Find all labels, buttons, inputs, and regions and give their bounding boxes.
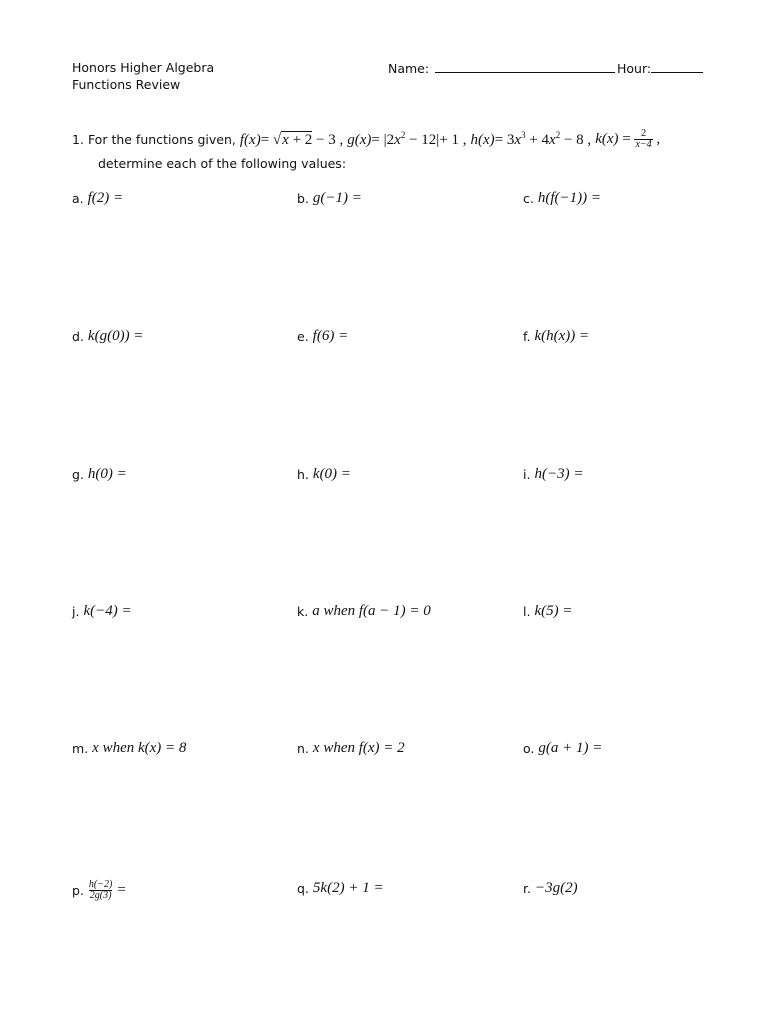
problem-item (523, 190, 601, 207)
problem-item (297, 190, 362, 207)
problem-item (72, 603, 132, 620)
problem-item (72, 880, 126, 901)
problem-expression: h(0) = (87, 466, 127, 482)
question-1-prompt (72, 129, 660, 150)
problem-label: m. (72, 741, 89, 756)
problem-label: q. (297, 881, 309, 896)
question-intro: For the functions given, (87, 132, 236, 147)
h-definition: $h(x)= 3x^3 + 4x^2 - 8$ , (470, 130, 592, 148)
problem-item (297, 603, 431, 620)
problem-label: f. (523, 329, 531, 344)
problem-label: l. (523, 604, 531, 619)
problem-expression: x when k(x) = 8 (92, 740, 187, 756)
problem-label: i. (523, 467, 531, 482)
f-definition: f(x)= √x + 2 − 3 , (239, 131, 344, 148)
problem-label: r. (523, 881, 531, 896)
name-blank[interactable] (435, 60, 615, 73)
problem-item (72, 190, 123, 207)
problem-expression: h(f(−1)) = (537, 190, 602, 206)
problem-expression: k(g(0)) = (87, 328, 144, 344)
problem-label: b. (297, 191, 309, 206)
problem-expression: k(5) = (534, 603, 573, 619)
problem-label: c. (523, 191, 534, 206)
problem-expression: k(−4) = (83, 603, 132, 619)
problem-label: h. (297, 467, 309, 482)
problem-label: n. (297, 741, 309, 756)
fraction-numerator: h(−2) (88, 879, 113, 890)
problem-expression: f(6) = (312, 328, 349, 344)
problem-label: k. (297, 604, 309, 619)
hour-label: Hour: (617, 61, 652, 76)
problem-expression: 5k(2) + 1 = (312, 880, 384, 896)
problem-item (523, 603, 572, 620)
problem-expression: k(0) = (312, 466, 351, 482)
hour-blank[interactable] (651, 60, 703, 73)
problem-item (72, 466, 127, 483)
problem-label: o. (523, 741, 535, 756)
worksheet-subtitle: Functions Review (72, 77, 181, 92)
problem-item (72, 740, 186, 757)
problem-item (297, 740, 405, 757)
problem-item (523, 328, 589, 345)
question-number: 1. (72, 132, 84, 147)
problem-fraction (88, 880, 113, 901)
fraction-denominator: 2g(3) (89, 890, 112, 901)
name-field (388, 60, 615, 76)
problem-expression: h(−3) = (534, 466, 584, 482)
problem-item (297, 466, 351, 483)
problem-expression: −3g(2) (534, 880, 578, 896)
course-title: Honors Higher Algebra (72, 60, 215, 75)
problem-label: g. (72, 467, 84, 482)
name-label: Name: (388, 61, 430, 76)
problem-label: j. (72, 604, 80, 619)
problem-label: p. (72, 883, 84, 898)
k-definition: k(x) = $\frac{2}{x-4}$ , (595, 128, 661, 150)
problem-expression: x when f(x) = 2 (312, 740, 405, 756)
problem-expression: k(h(x)) = (534, 328, 590, 344)
problem-item (297, 880, 384, 897)
problem-label: e. (297, 329, 309, 344)
k-fraction: $\frac{2}{x-4}$ (635, 128, 652, 150)
problem-item (523, 880, 578, 897)
problem-equals: = (117, 882, 126, 898)
problem-item (72, 328, 143, 345)
problem-expression: g(a + 1) = (538, 740, 603, 756)
problem-expression: f(2) = (87, 190, 124, 206)
hour-field (617, 60, 703, 76)
problem-item (523, 740, 602, 757)
problem-label: a. (72, 191, 84, 206)
problem-item (297, 328, 348, 345)
problem-expression: a when f(a − 1) = 0 (312, 603, 431, 619)
question-instruction: determine each of the following values: (98, 156, 347, 171)
problem-expression: g(−1) = (312, 190, 362, 206)
problem-item (523, 466, 583, 483)
g-definition: $g(x)= |2x^2 - 12|+ 1$ , (347, 130, 467, 148)
problem-label: d. (72, 329, 84, 344)
